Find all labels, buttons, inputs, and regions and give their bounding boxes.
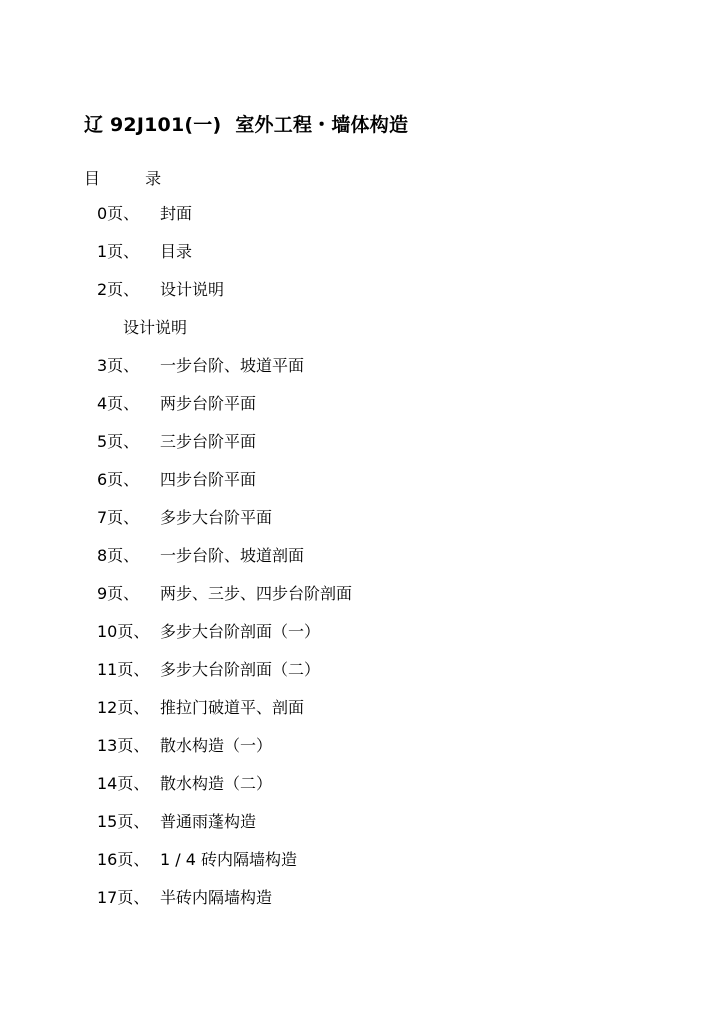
toc-item	[0, 621, 724, 643]
toc-item	[0, 431, 724, 453]
toc-item	[0, 735, 724, 757]
toc-entry-title: 散水构造（一）	[160, 736, 273, 755]
toc-page-number: 9页、	[97, 584, 140, 603]
title-name: 室外工程・墙体构造	[235, 114, 409, 136]
toc-page-number: 11页、	[97, 660, 150, 679]
toc-page-number: 2页、	[97, 280, 140, 299]
toc-page-number: 15页、	[97, 812, 150, 831]
toc-entry-title: 目录	[160, 242, 193, 261]
toc-entry-title: 1 / 4 砖内隔墙构造	[160, 850, 298, 869]
toc-entry-title: 封面	[160, 204, 193, 223]
toc-page-number: 5页、	[97, 432, 140, 451]
toc-page-number: 6页、	[97, 470, 140, 489]
toc-item	[0, 507, 724, 529]
toc-page-number: 3页、	[97, 356, 140, 375]
toc-item	[0, 697, 724, 719]
toc-entry-title: 多步大台阶平面	[160, 508, 273, 527]
toc-item	[0, 393, 724, 415]
toc-item	[0, 773, 724, 795]
toc-page-number: 12页、	[97, 698, 150, 717]
toc-entry-title: 两步、三步、四步台阶剖面	[160, 584, 353, 603]
toc-page-number: 17页、	[97, 888, 150, 907]
toc-entry-title: 多步大台阶剖面（二）	[160, 660, 321, 679]
toc-page-number: 4页、	[97, 394, 140, 413]
toc-item	[0, 811, 724, 833]
toc-page-number: 10页、	[97, 622, 150, 641]
toc-item	[0, 659, 724, 681]
toc-item	[0, 849, 724, 871]
toc-entry-title: 一步台阶、坡道剖面	[160, 546, 305, 565]
toc-page-number: 1页、	[97, 242, 140, 261]
toc-page-number: 0页、	[97, 204, 140, 223]
toc-page-number: 14页、	[97, 774, 150, 793]
toc-entry-title: 四步台阶平面	[160, 470, 257, 489]
toc-entry-title: 散水构造（二）	[160, 774, 273, 793]
toc-page-number: 8页、	[97, 546, 140, 565]
toc-item	[0, 241, 724, 263]
toc-page-number: 13页、	[97, 736, 150, 755]
toc-item	[0, 279, 724, 301]
toc-item	[0, 469, 724, 491]
toc-entry-title: 一步台阶、坡道平面	[160, 356, 305, 375]
toc-item	[0, 203, 724, 225]
toc-entry-title: 半砖内隔墙构造	[160, 888, 273, 907]
toc-item	[0, 355, 724, 377]
title-code: 辽 92J101(一)	[84, 114, 222, 136]
toc-page-number: 16页、	[97, 850, 150, 869]
toc-subheading: 设计说明	[123, 318, 188, 337]
toc-entry-title: 设计说明	[160, 280, 225, 299]
toc-page-number: 7页、	[97, 508, 140, 527]
toc-entry-title: 推拉门破道平、剖面	[160, 698, 305, 717]
toc-item	[0, 887, 724, 909]
toc-heading: 目 录	[84, 169, 182, 188]
toc-entry-title: 普通雨蓬构造	[160, 812, 257, 831]
toc-item	[0, 583, 724, 605]
toc-item	[0, 545, 724, 567]
toc-entry-title: 三步台阶平面	[160, 432, 257, 451]
toc-item	[0, 317, 724, 339]
toc-entry-title: 多步大台阶剖面（一）	[160, 622, 321, 641]
toc-entry-title: 两步台阶平面	[160, 394, 257, 413]
